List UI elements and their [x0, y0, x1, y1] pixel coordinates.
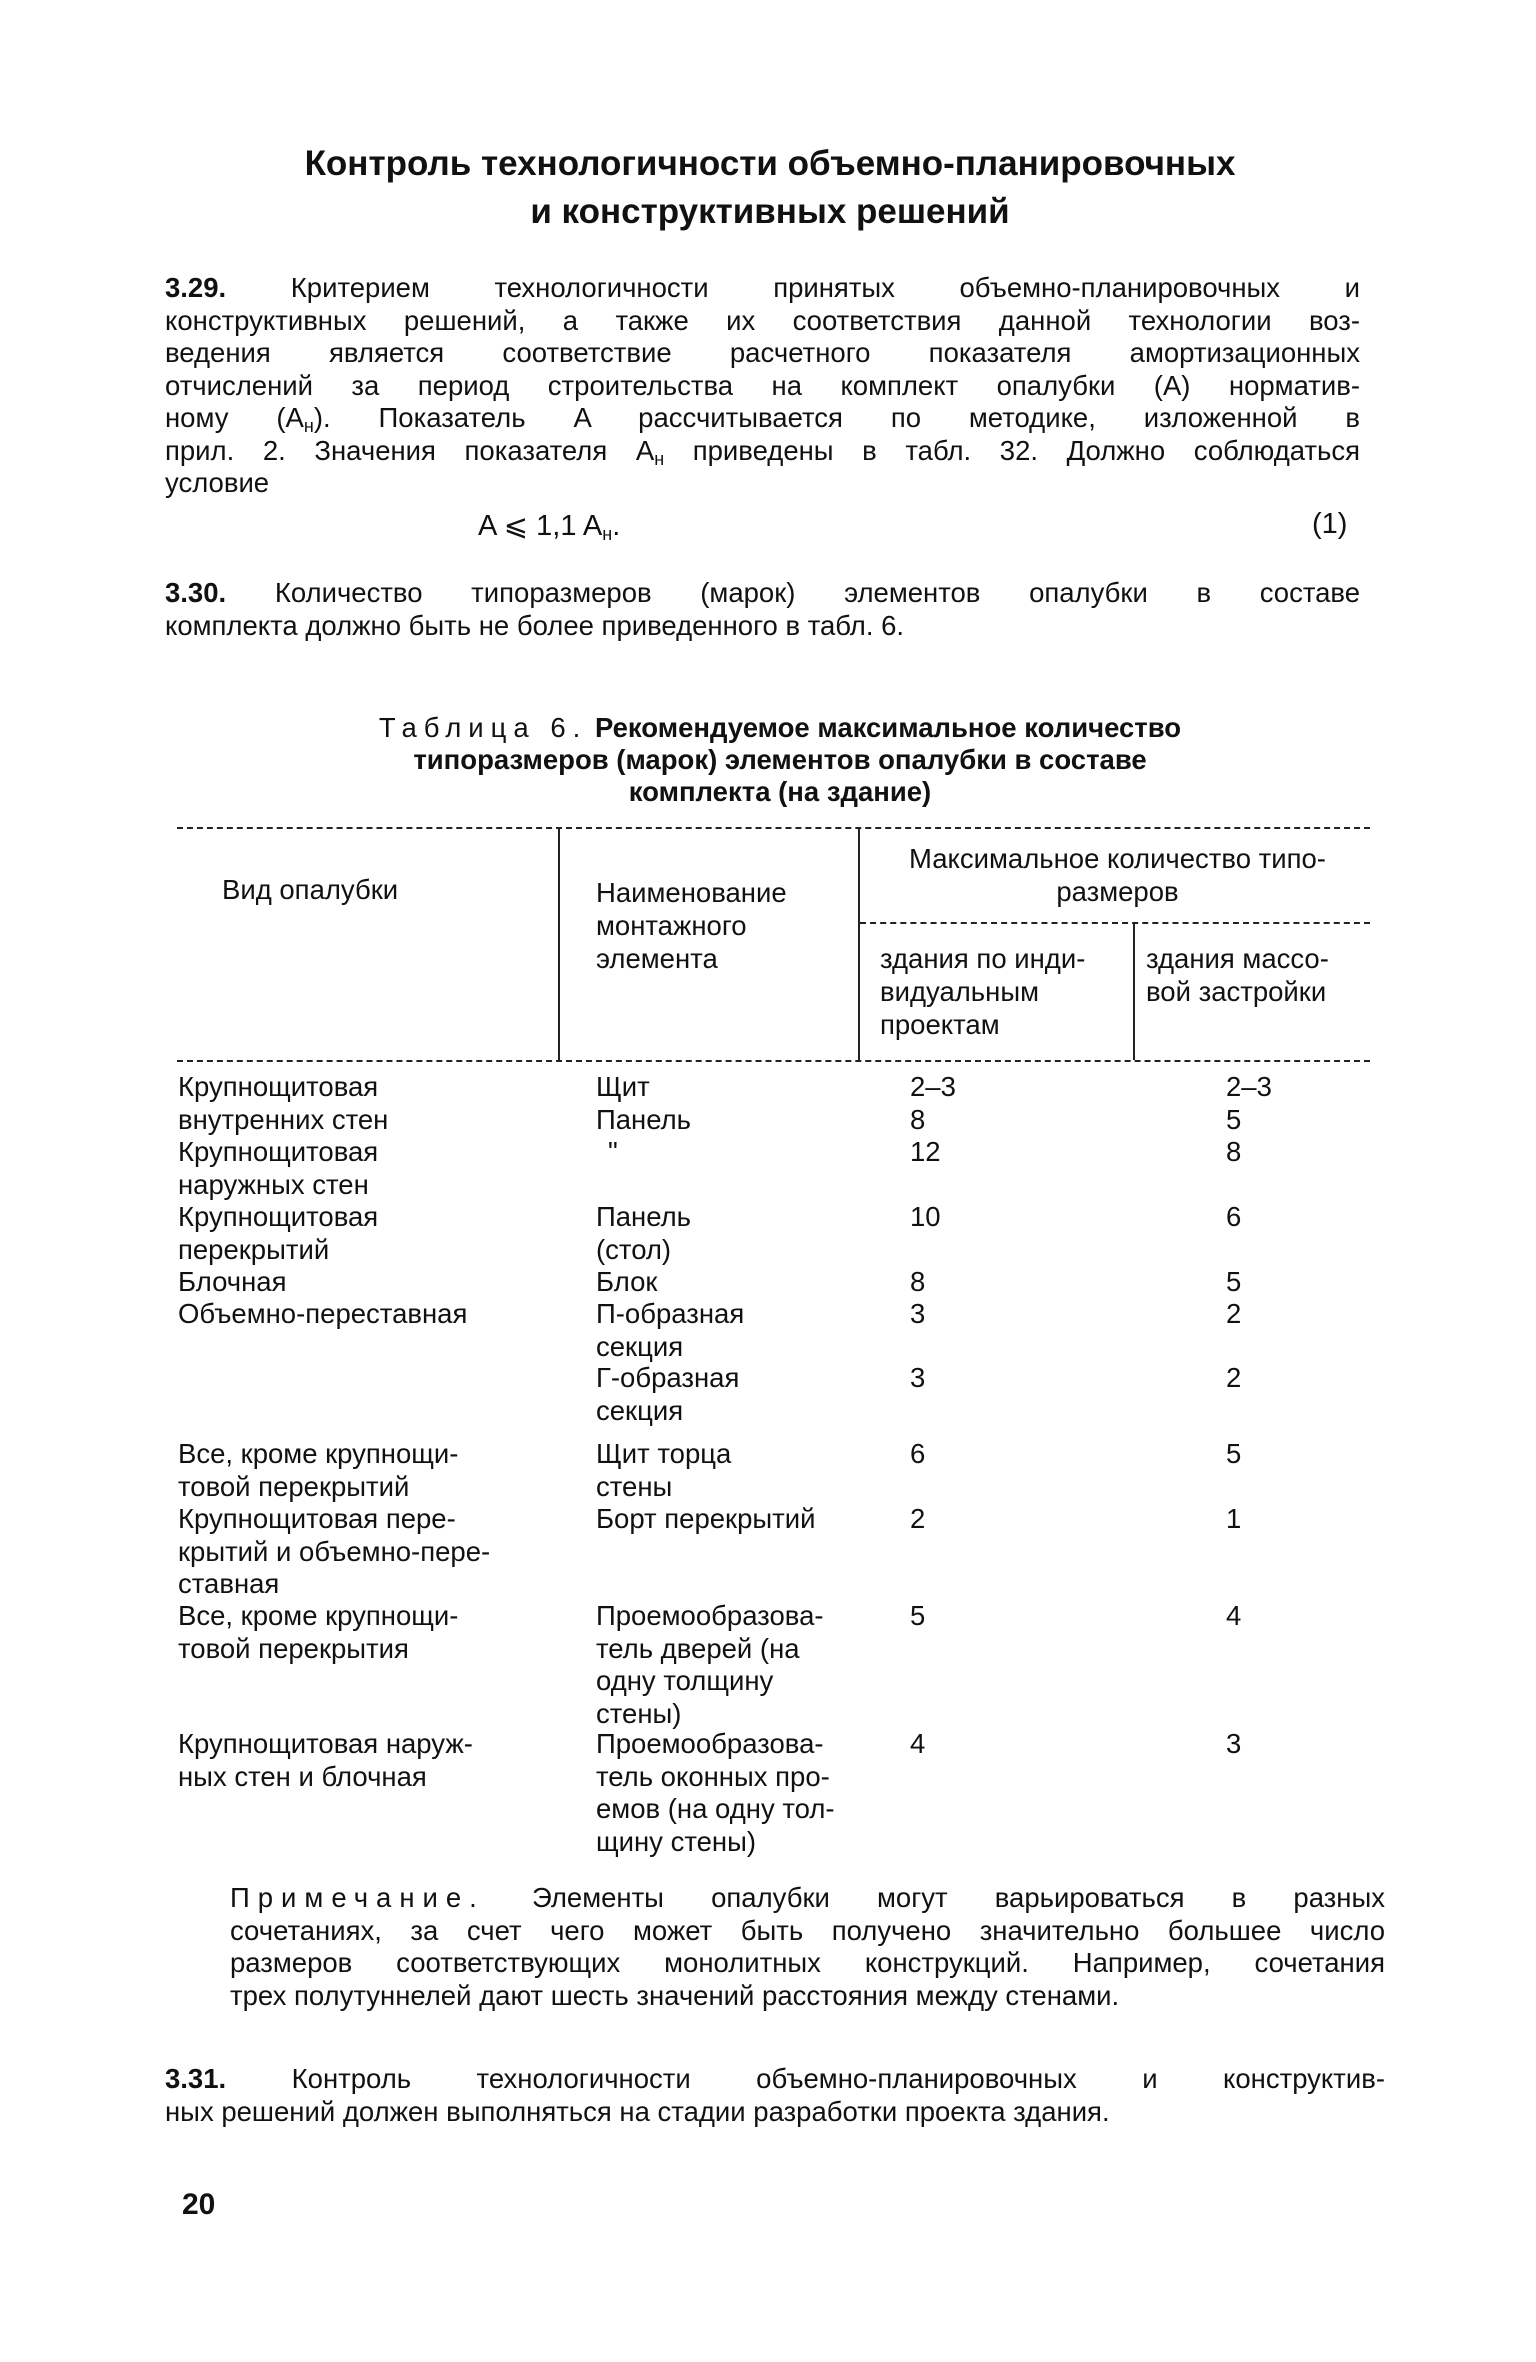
section-heading: [160, 140, 1380, 236]
table-cell-mass: 4: [1226, 1600, 1242, 1631]
table-cell-mass: 3: [1226, 1728, 1242, 1759]
table-cell-kind: Крупнощитовая наруж-: [178, 1728, 473, 1759]
table-top-rule: [177, 827, 1370, 829]
table-cell-kind: наружных стен: [178, 1168, 369, 1200]
table-cell-ind: 6: [910, 1438, 926, 1469]
table-caption: Таблица 6. Рекомендуемое максимальное количество типоразмеров (марок) элементов опалубки в составе комплекта (на здание): [378, 712, 1182, 807]
table-col-divider-1: [558, 828, 560, 1060]
table-subheader-rule: [860, 922, 1370, 924]
header-max-count: Максимальное количество типо- размеров: [909, 843, 1326, 907]
table-cell-kind: товой перекрытия: [178, 1632, 409, 1664]
table-cell-ind: 8: [910, 1103, 926, 1135]
table-cell-mass: 2: [1226, 1298, 1242, 1329]
table-cell-ind: 10: [910, 1201, 941, 1232]
table-cell-kind: Крупнощитовая: [178, 1136, 379, 1167]
table-cell-element: секция: [596, 1394, 684, 1426]
header-kind: Вид опалубки: [222, 874, 399, 905]
table-cell-mass: 1: [1226, 1503, 1242, 1534]
header-individual: здания по инди- видуальным проектам: [880, 943, 1086, 1040]
paragraph-number: 3.29.: [165, 272, 227, 303]
table-cell-kind: ставная: [178, 1568, 280, 1599]
table-cell-ind: 8: [910, 1266, 926, 1297]
heading-line-1: Контроль технологичности объемно-планировочных: [304, 144, 1236, 183]
table-cell-ind: 3: [910, 1362, 926, 1393]
table-cell-element: Щит торца: [596, 1438, 732, 1469]
header-element: Наименование монтажного элемента: [596, 877, 787, 974]
table-cell-kind: товой перекрытий: [178, 1470, 410, 1502]
table-cell-kind: Крупнощитовая: [178, 1071, 379, 1102]
table-cell-ind: 3: [910, 1298, 926, 1329]
table-cell-element: Панель: [596, 1103, 692, 1135]
table-cell-kind: Все, кроме крупнощи-: [178, 1438, 459, 1469]
table-cell-mass: 2–3: [1226, 1071, 1272, 1102]
table-cell-element: одну толщину: [596, 1665, 774, 1696]
table-cell-element: стены): [596, 1697, 682, 1729]
table-col-divider-3: [1133, 924, 1135, 1060]
table-cell-kind: Все, кроме крупнощи-: [178, 1600, 459, 1631]
table-cell-element: секция: [596, 1330, 684, 1362]
table-cell-kind: Крупнощитовая: [178, 1201, 379, 1232]
table-cell-kind: внутренних стен: [178, 1103, 389, 1135]
table-cell-mass: 8: [1226, 1136, 1242, 1167]
table-cell-element: щину стены): [596, 1825, 757, 1857]
heading-line-2: и конструктивных решений: [530, 192, 1010, 231]
table-cell-element: емов (на одну тол-: [596, 1793, 835, 1824]
table-cell-element: тель дверей (на: [596, 1632, 800, 1664]
formula-number: (1): [1312, 508, 1348, 540]
table-cell-element: Г-образная: [596, 1362, 740, 1393]
header-mass: здания массо- вой застройки: [1146, 943, 1329, 1007]
table-cell-element: тель оконных про-: [596, 1760, 830, 1792]
table-cell-mass: 2: [1226, 1362, 1242, 1393]
table-cell-element: стены: [596, 1470, 673, 1502]
table-cell-mass: 6: [1226, 1201, 1242, 1232]
table-cell-kind: Блочная: [178, 1266, 287, 1297]
table-cell-element: Панель: [596, 1201, 692, 1232]
table-cell-element: П-образная: [596, 1298, 745, 1329]
table-cell-ind: 4: [910, 1728, 926, 1759]
table-cell-element: Щит: [596, 1071, 650, 1102]
table-cell-element: ": [608, 1136, 618, 1167]
table-header-rule: [177, 1060, 1370, 1062]
table-cell-ind: 2–3: [910, 1071, 956, 1102]
paragraph-3-29: 3.29. Критерием технологичности принятых объемно-планировочных и конструктивных решений, а также их соответствия данной технологии воз- ведения является соответствие расчетного показателя амортизационных отчислений за период строительства на комплект опалубки (A) норматив- ному $(A_н)$. Показатель A рассчитывается по методике, изложенной в прил. 2. Значения показателя $A_н$ приведены в табл. 32. Должно соблюдаться условие: [165, 272, 1361, 498]
table-cell-mass: 5: [1226, 1103, 1242, 1135]
table-cell-element: Блок: [596, 1266, 658, 1297]
table-note: Примечание. Элементы опалубки могут варьироваться в разных сочетаниях, за счет чего может быть получено значительно большее число размеров соответствующих монолитных конструкций. Например, сочетания трех полутуннелей дают шесть значений расстояния между стенами.: [230, 1882, 1385, 2011]
table-cell-element: (стол): [596, 1233, 672, 1265]
paragraph-3-31: 3.31. Контроль технологичности объемно-планировочных и конструктив- ных решений должен выполняться на стадии разработки проекта здания.: [165, 2063, 1385, 2127]
table-label: Таблица 6.: [378, 712, 588, 743]
table-cell-element: Проемообразова-: [596, 1600, 824, 1631]
table-cell-mass: 5: [1226, 1438, 1242, 1469]
formula: A ⩽ 1,1 $A_н$.: [478, 510, 621, 544]
table-col-divider-2: [858, 828, 860, 1060]
table-cell-ind: 2: [910, 1503, 926, 1534]
table-cell-mass: 5: [1226, 1266, 1242, 1297]
table-cell-element: Борт перекрытий: [596, 1503, 816, 1534]
table-cell-kind: крытий и объемно-пере-: [178, 1535, 491, 1567]
table-cell-ind: 12: [910, 1136, 941, 1167]
table-cell-ind: 5: [910, 1600, 926, 1631]
table-cell-element: Проемообразова-: [596, 1728, 824, 1759]
page-number: 20: [182, 2188, 216, 2221]
table-cell-kind: Крупнощитовая пере-: [178, 1503, 456, 1534]
table-cell-kind: Объемно-переставная: [178, 1298, 468, 1329]
table-cell-kind: перекрытий: [178, 1233, 330, 1265]
paragraph-3-30: 3.30. Количество типоразмеров (марок) элементов опалубки в составе комплекта должно быть не более приведенного в табл. 6.: [165, 577, 1361, 641]
table-cell-kind: ных стен и блочная: [178, 1760, 427, 1792]
note-label: Примечание.: [230, 1882, 485, 1913]
